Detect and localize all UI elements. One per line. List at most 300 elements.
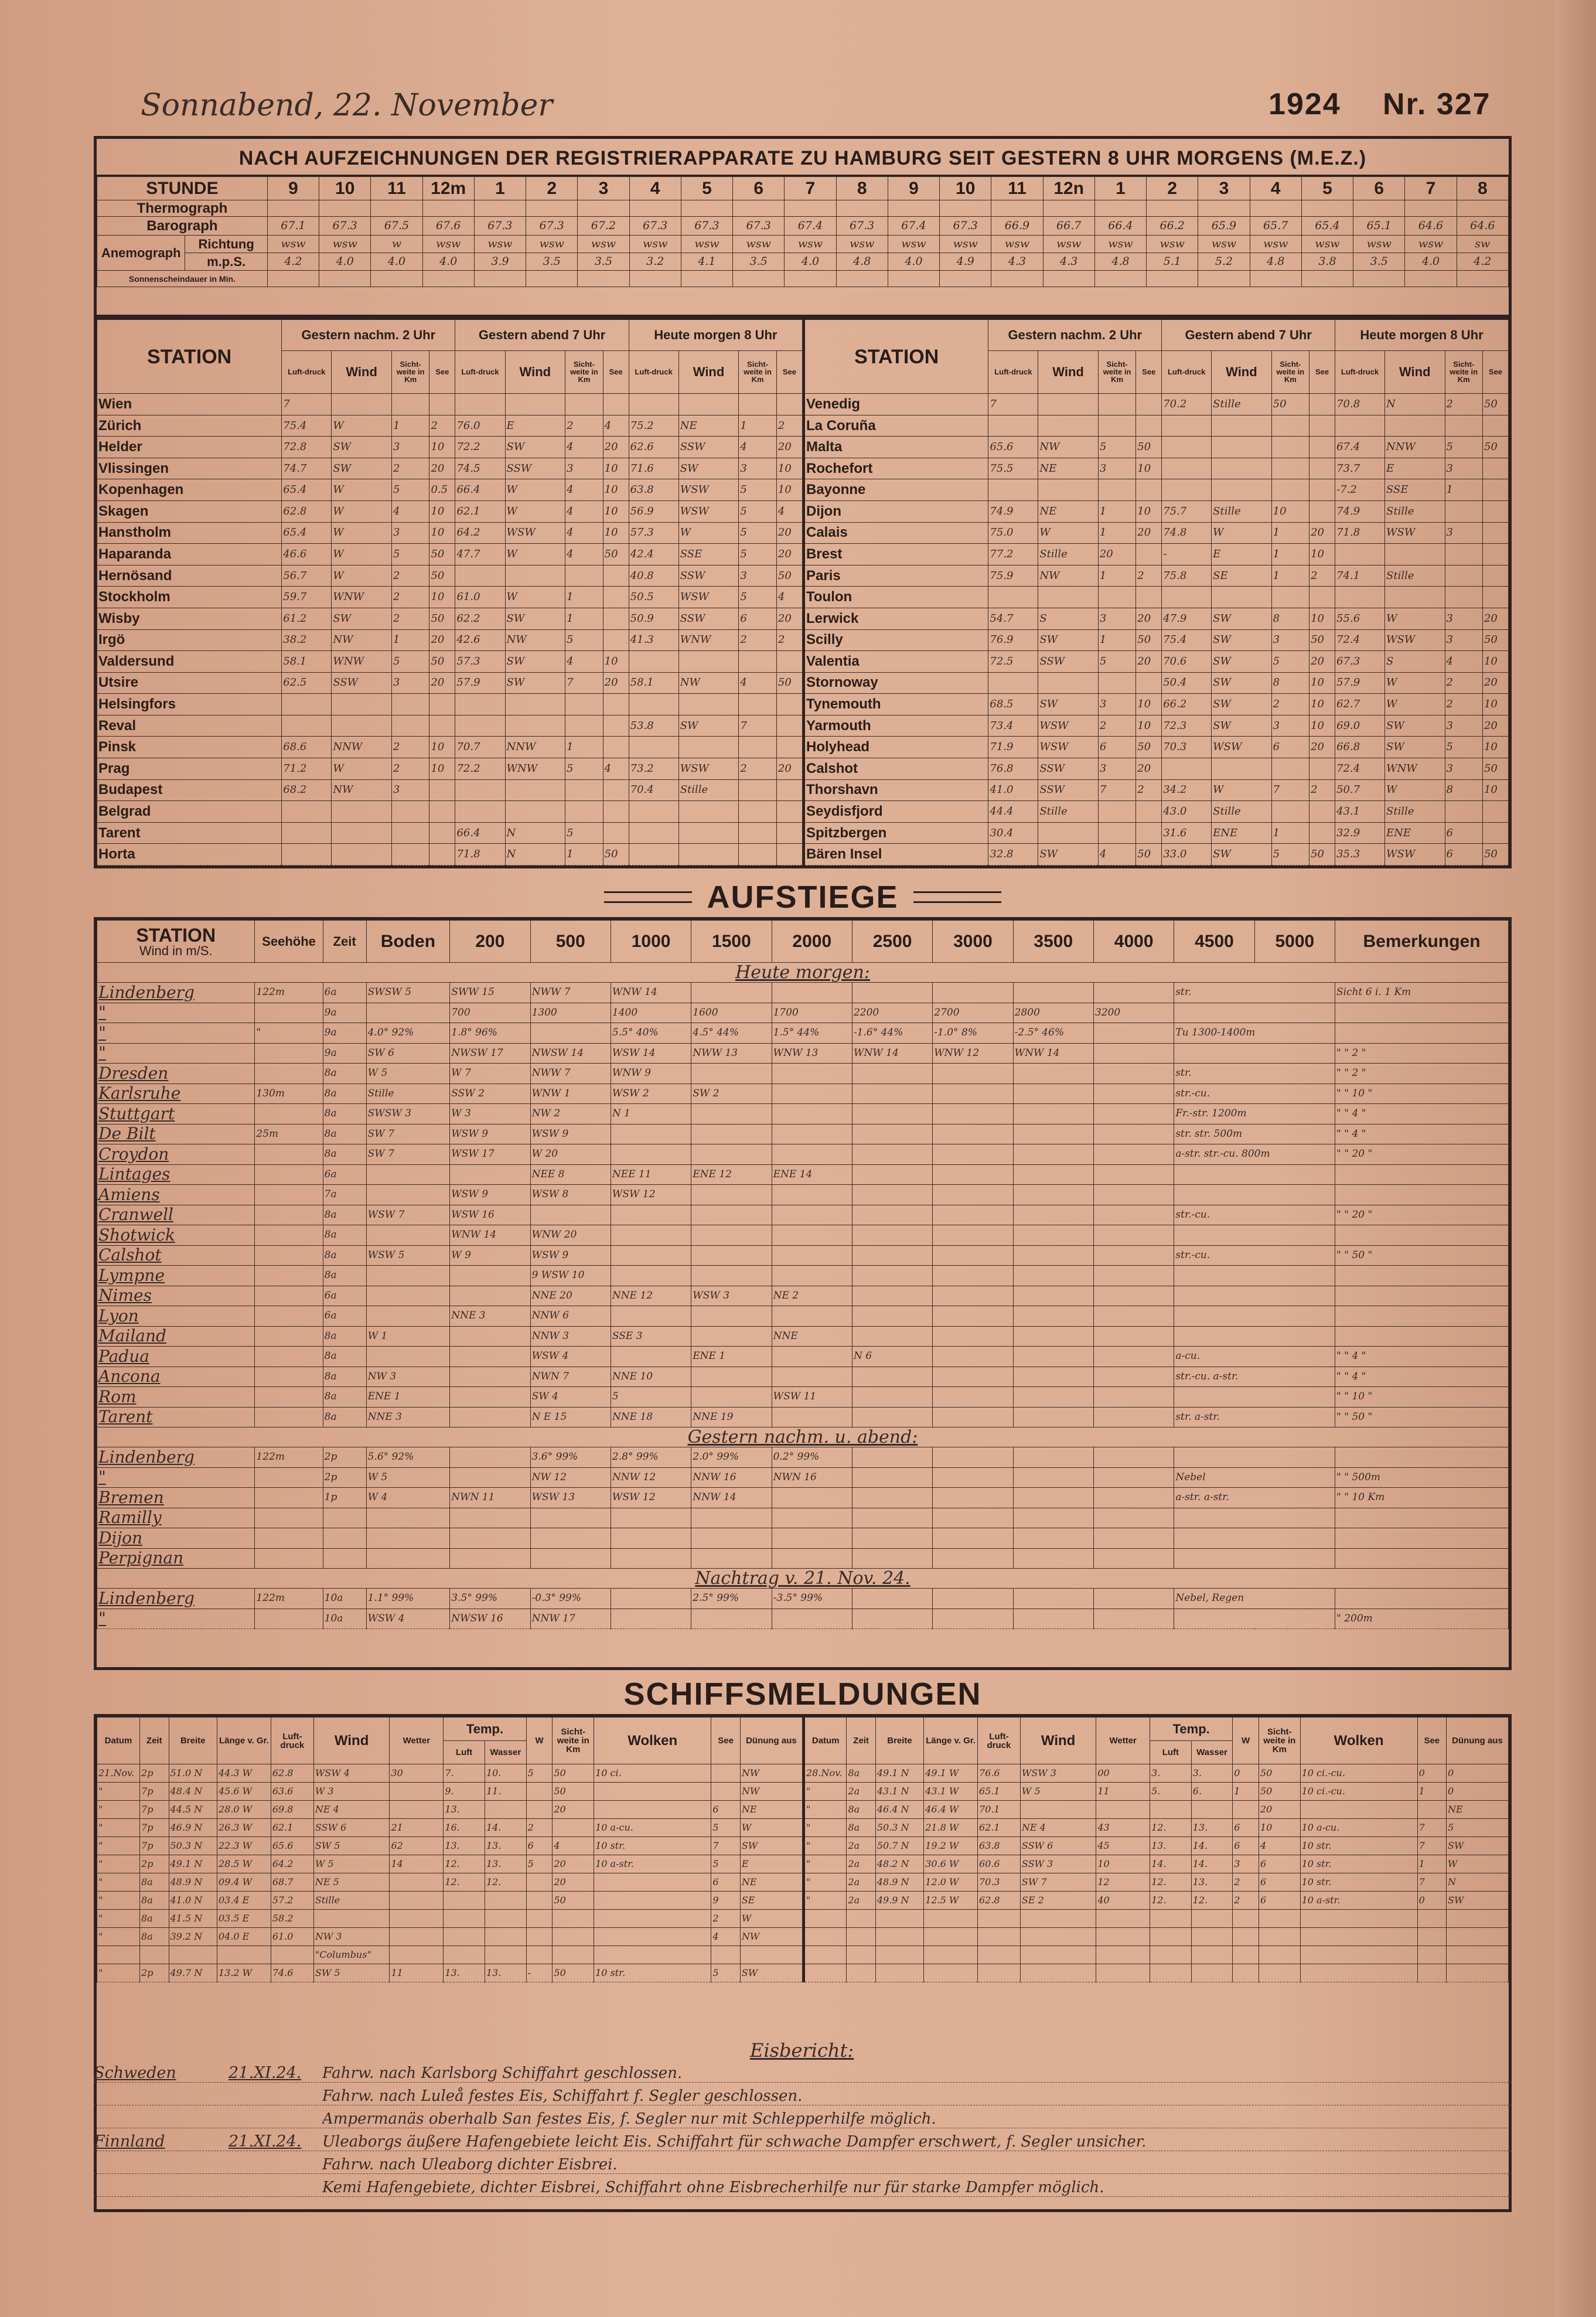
station-cell — [629, 694, 678, 715]
schiff-cell: NW 3 — [313, 1928, 390, 1946]
schiff-empty-cell — [1020, 1910, 1096, 1928]
aufstiege-station: Lindenberg — [97, 983, 255, 1003]
aufstiege-cell — [1013, 1266, 1093, 1286]
station-cell: 5 — [739, 544, 777, 565]
station-cell — [603, 715, 629, 737]
station-name: Scilly — [804, 629, 988, 651]
station-name: Stockholm — [97, 587, 282, 608]
station-cell: 75.9 — [988, 565, 1038, 587]
aufstiege-cell — [1013, 1347, 1093, 1367]
aufstiege-cell — [933, 1064, 1013, 1084]
aufstiege-cell — [1335, 1508, 1509, 1528]
station-cell — [332, 844, 392, 866]
schiff-cell — [594, 1910, 711, 1928]
aufstiege-cell — [772, 1144, 852, 1165]
schiff-cell: 14. — [1150, 1855, 1192, 1873]
schiff-empty-cell — [1233, 1928, 1259, 1946]
aufstiege-cell — [366, 1548, 450, 1569]
aufstiege-cell — [772, 1306, 852, 1327]
station-cell — [1335, 587, 1385, 608]
registrier-section — [94, 136, 1512, 318]
schiff-cell: 40 — [1096, 1892, 1150, 1910]
station-cell: 20 — [429, 629, 455, 651]
station-cell: 38.2 — [282, 629, 332, 651]
schiff-cell: 04.0 E — [217, 1928, 271, 1946]
station-cell: 7 — [739, 715, 777, 737]
station-cell: 8 — [1445, 779, 1482, 801]
schiff-cell: 21.8 W — [924, 1819, 978, 1837]
station-cell — [739, 779, 777, 801]
aufstiege-cell — [1013, 1164, 1093, 1185]
schiff-cell: 13. — [485, 1837, 526, 1855]
sub-header: Sicht-weite in Km — [739, 350, 777, 394]
station-cell: 5 — [739, 479, 777, 501]
station-cell: 7 — [565, 672, 603, 694]
station-cell: 35.3 — [1335, 844, 1385, 866]
station-cell — [1445, 587, 1482, 608]
aufstiege-cell: WSW 5 — [366, 1245, 450, 1266]
aufstiege-cell — [772, 1347, 852, 1367]
aufstiege-cell: 25m — [255, 1124, 323, 1144]
station-cell: 67.4 — [1335, 437, 1385, 458]
schiff-cell: 70.1 — [977, 1801, 1020, 1819]
hours-cell: 4 — [1250, 177, 1301, 200]
aufstiege-cell: 2p — [323, 1467, 366, 1488]
station-cell: NW — [332, 629, 392, 651]
aufstiege-cell — [1013, 1508, 1093, 1528]
aufstiege-cell: 8a — [323, 1104, 366, 1125]
aufstiege-cell — [772, 1083, 852, 1104]
schiff-cell: 12.5 W — [924, 1892, 978, 1910]
eis-row — [94, 2105, 1512, 2128]
station-cell: 4 — [565, 437, 603, 458]
sub-header: Sicht-weite in Km — [1445, 350, 1482, 394]
station-cell — [565, 694, 603, 715]
station-cell: 32.9 — [1335, 822, 1385, 844]
station-cell — [739, 844, 777, 866]
aufstiege-cell: 3200 — [1093, 1003, 1174, 1023]
station-cell: E — [1212, 544, 1272, 565]
schiff-empty-cell — [1417, 1928, 1446, 1946]
schiff-cell: 14. — [485, 1819, 526, 1837]
station-cell — [1098, 587, 1135, 608]
station-cell: SW — [1038, 629, 1099, 651]
station-cell: 72.2 — [455, 437, 505, 458]
eis-cell: 21.XI.24. — [229, 2064, 302, 2082]
aufstiege-cell — [1013, 1548, 1093, 1569]
aufstiege-cell: 8a — [323, 1144, 366, 1165]
richtung-cell: wsw — [836, 236, 888, 253]
aufstiege-cell: NE 2 — [772, 1286, 852, 1306]
schiff-cell: 76.6 — [977, 1764, 1020, 1783]
station-cell: SW — [505, 651, 565, 673]
richtung-cell: wsw — [629, 236, 681, 253]
aufstiege-cell: WNW 14 — [1013, 1043, 1093, 1064]
schiff-cell — [1417, 1801, 1446, 1819]
aufstiege-cell: WSW 12 — [611, 1185, 691, 1205]
aufstiege-station: Lindenberg — [97, 1589, 255, 1609]
hours-cell: 11 — [371, 177, 422, 200]
hours-cell: 10 — [319, 177, 371, 200]
schiff-header: Dünung aus — [740, 1718, 802, 1764]
aufstiege-cell: 6a — [323, 1286, 366, 1306]
aufstiege-cell — [255, 1508, 323, 1528]
station-cell — [1271, 458, 1309, 479]
barograph-cell: 66.2 — [1147, 217, 1198, 236]
station-cell: 74.9 — [1335, 501, 1385, 523]
schiff-cell: SSW 3 — [1020, 1855, 1096, 1873]
station-cell: 74.1 — [1335, 565, 1385, 587]
temp-wasser-header: Wasser — [485, 1741, 526, 1764]
station-cell: Stille — [1038, 801, 1099, 823]
aufstiege-cell: a-cu. — [1174, 1347, 1335, 1367]
station-cell: 50 — [1482, 437, 1508, 458]
barograph-cell: 67.4 — [888, 217, 939, 236]
station-cell: 1 — [1271, 565, 1309, 587]
schiff-cell: " — [97, 1783, 140, 1801]
schiff-cell: 46.4 W — [924, 1801, 978, 1819]
station-cell — [332, 394, 392, 415]
station-cell: 68.2 — [282, 779, 332, 801]
sub-header: Wind — [1385, 350, 1445, 394]
thermograph-cell — [1043, 200, 1094, 217]
sub-header: Sicht-weite in Km — [1271, 350, 1309, 394]
station-cell: 4 — [565, 522, 603, 544]
station-cell: 20 — [776, 758, 802, 779]
aufstiege-cell — [852, 1407, 932, 1427]
station-cell: 77.2 — [988, 544, 1038, 565]
schiff-cell: 7 — [1417, 1819, 1446, 1837]
mps-cell: 4.2 — [1457, 253, 1508, 271]
schiff-cell: 11 — [1096, 1783, 1150, 1801]
aufstiege-cell: " " 4 " — [1335, 1124, 1509, 1144]
station-name: Valdersund — [97, 651, 282, 673]
station-cell: 50 — [603, 844, 629, 866]
sonne-cell — [629, 271, 681, 287]
station-cell — [1271, 479, 1309, 501]
schiff-cell: 30.6 W — [924, 1855, 978, 1873]
station-cell: 1 — [1271, 544, 1309, 565]
station-cell — [565, 801, 603, 823]
station-cell: 4 — [776, 501, 802, 523]
schiff-cell: 8a — [847, 1819, 875, 1837]
station-cell — [678, 737, 739, 758]
schiff-cell: 0 — [1417, 1764, 1446, 1783]
schiff-empty-cell — [1417, 1964, 1446, 1982]
aufstiege-cell — [1013, 1447, 1093, 1468]
barograph-cell: 67.3 — [319, 217, 371, 236]
station-cell: 20 — [776, 608, 802, 629]
station-cell: 2 — [1445, 394, 1482, 415]
station-cell: SW — [332, 608, 392, 629]
station-cell — [391, 715, 429, 737]
station-cell: 62.6 — [629, 437, 678, 458]
aufstiege-header: 1000 — [611, 921, 691, 963]
aufstiege-cell: NEE 8 — [530, 1164, 611, 1185]
aufstiege-cell — [1335, 1306, 1509, 1327]
aufstiege-cell: NNW 12 — [611, 1467, 691, 1488]
aufstiege-cell — [1093, 1286, 1174, 1306]
mps-cell: 5.2 — [1198, 253, 1250, 271]
schiff-cell: 7 — [1417, 1873, 1446, 1892]
aufstiege-cell — [691, 1326, 772, 1347]
schiff-cell: 58.2 — [271, 1910, 313, 1928]
schiff-empty-cell — [804, 1964, 847, 1982]
aufstiege-cell — [1093, 1467, 1174, 1488]
schiff-empty-cell — [1020, 1964, 1096, 1982]
schiff-cell — [553, 1928, 594, 1946]
eis-cell: Schweden — [94, 2064, 176, 2082]
aufstiege-cell — [691, 1306, 772, 1327]
aufstiege-cell: WSW 13 — [530, 1488, 611, 1508]
station-cell: 50.9 — [629, 608, 678, 629]
aufstiege-cell — [1093, 1609, 1174, 1629]
richtung-cell: wsw — [733, 236, 785, 253]
aufstiege-cell: 2700 — [933, 1003, 1013, 1023]
station-cell: SSW — [332, 672, 392, 694]
aufstiege-cell: " " 2 " — [1335, 1043, 1509, 1064]
aufstiege-cell — [1174, 1306, 1335, 1327]
aufstiege-cell — [366, 1185, 450, 1205]
aufstiege-cell — [852, 1488, 932, 1508]
aufstiege-cell — [1093, 1083, 1174, 1104]
aufstiege-cell: NW 2 — [530, 1104, 611, 1125]
aufstiege-cell: Tu 1300-1400m — [1174, 1023, 1335, 1044]
aufstiege-cell — [1093, 1488, 1174, 1508]
decor-bars-right — [913, 891, 1001, 903]
sub-header: See — [1482, 350, 1508, 394]
schiff-cell: 28.5 W — [217, 1855, 271, 1873]
station-name: Wisby — [97, 608, 282, 629]
schiff-cell — [1150, 1801, 1192, 1819]
station-cell: 20 — [1136, 608, 1162, 629]
schiff-banner — [94, 1676, 1512, 1712]
station-cell: 2 — [1309, 779, 1335, 801]
aufstiege-cell — [772, 1548, 852, 1569]
schiff-cell: 3. — [1191, 1764, 1233, 1783]
station-cell: 66.4 — [455, 822, 505, 844]
station-cell: -7.2 — [1335, 479, 1385, 501]
station-cell: 50 — [429, 651, 455, 673]
schiff-header: Wetter — [1096, 1718, 1150, 1764]
schiff-cell: 11 — [390, 1964, 444, 1982]
barograph-cell: 67.6 — [422, 217, 474, 236]
aufstiege-cell — [450, 1266, 530, 1286]
schiff-cell: 8a — [847, 1801, 875, 1819]
aufstiege-cell — [852, 1124, 932, 1144]
station-cell: 54.7 — [988, 608, 1038, 629]
aufstiege-cell: NWN 7 — [530, 1367, 611, 1387]
station-name: Seydisfjord — [804, 801, 988, 823]
station-cell: 50 — [1482, 394, 1508, 415]
schiff-cell: 8a — [140, 1892, 169, 1910]
station-cell — [1445, 415, 1482, 437]
barograph-cell: 67.1 — [267, 217, 319, 236]
aufstiege-cell: 10a — [323, 1609, 366, 1629]
schiff-cell: 48.9 N — [169, 1873, 217, 1892]
schiff-cell: 63.6 — [271, 1783, 313, 1801]
aufstiege-cell — [450, 1467, 530, 1488]
schiff-empty-cell — [1417, 1946, 1446, 1964]
station-cell: WSW — [505, 522, 565, 544]
station-cell: 3 — [391, 672, 429, 694]
station-cell: 50.5 — [629, 587, 678, 608]
aufstiege-section — [94, 917, 1512, 1670]
station-cell — [1271, 437, 1309, 458]
station-cell: 62.2 — [455, 608, 505, 629]
issue-number: Nr. 327 — [1383, 87, 1491, 121]
group-header: Gestern abend 7 Uhr — [1162, 320, 1335, 351]
schiff-cell: 2a — [847, 1783, 875, 1801]
station-cell: 71.6 — [629, 458, 678, 479]
sonne-cell — [578, 271, 629, 287]
station-cell: WSW — [678, 479, 739, 501]
aufstiege-cell: WSW 7 — [366, 1205, 450, 1225]
schiff-cell: 10 — [1259, 1819, 1300, 1837]
station-name: Belgrad — [97, 801, 282, 823]
schiff-cell: " — [804, 1783, 847, 1801]
schiff-empty-cell — [1150, 1910, 1192, 1928]
aufstiege-cell: SW 6 — [366, 1043, 450, 1064]
aufstiege-cell — [611, 1124, 691, 1144]
aufstiege-cell: 8a — [323, 1407, 366, 1427]
aufstiege-cell — [323, 1528, 366, 1549]
schiff-cell: 12. — [1191, 1892, 1233, 1910]
aufstiege-cell — [366, 1225, 450, 1246]
station-cell: 50 — [603, 544, 629, 565]
schiff-cell: 49.1 N — [875, 1764, 923, 1783]
station-cell: 41.3 — [629, 629, 678, 651]
station-cell: 2 — [739, 758, 777, 779]
schiff-cell: " — [97, 1892, 140, 1910]
station-cell: 47.9 — [1162, 608, 1212, 629]
station-cell: 5 — [739, 501, 777, 523]
station-cell: 3 — [391, 522, 429, 544]
station-name: Utsire — [97, 672, 282, 694]
aufstiege-cell: NNE 10 — [611, 1367, 691, 1387]
station-name: Calais — [804, 522, 988, 544]
thermograph-cell — [1353, 200, 1405, 217]
station-cell: 10 — [1309, 694, 1335, 715]
aufstiege-cell: SWSW 3 — [366, 1104, 450, 1125]
station-cell — [429, 822, 455, 844]
schiff-cell: SSW 6 — [1020, 1837, 1096, 1855]
hours-cell: 12m — [422, 177, 474, 200]
aufstiege-cell — [1093, 1589, 1174, 1609]
schiff-cell: 20 — [1259, 1801, 1300, 1819]
station-cell: SSW — [1038, 779, 1099, 801]
schiff-cell: 00 — [1096, 1764, 1150, 1783]
station-cell — [1271, 587, 1309, 608]
schiff-empty-cell — [847, 1964, 875, 1982]
mps-cell: 3.8 — [1301, 253, 1353, 271]
station-cell: 34.2 — [1162, 779, 1212, 801]
schiff-cell: 09.4 W — [217, 1873, 271, 1892]
schiff-cell: 10 a-str. — [594, 1855, 711, 1873]
mps-cell: 3.9 — [474, 253, 526, 271]
schiff-cell: " — [97, 1801, 140, 1819]
station-cell: Stille — [1212, 801, 1272, 823]
aufstiege-cell — [933, 1286, 1013, 1306]
schiff-empty-cell — [1020, 1946, 1096, 1964]
barograph-cell: 67.3 — [526, 217, 578, 236]
mps-cell: 4.1 — [681, 253, 732, 271]
aufstiege-cell: 6a — [323, 983, 366, 1003]
station-cell — [1445, 501, 1482, 523]
schiff-cell: 45 — [1096, 1837, 1150, 1855]
station-cell: SW — [1212, 651, 1272, 673]
aufstiege-cell: NNE 3 — [450, 1306, 530, 1327]
station-cell — [678, 822, 739, 844]
station-cell — [1212, 479, 1272, 501]
aufstiege-cell: W 3 — [450, 1104, 530, 1125]
aufstiege-cell — [852, 983, 932, 1003]
station-name: Zürich — [97, 415, 282, 437]
aufstiege-cell: WSW 9 — [530, 1245, 611, 1266]
schiff-empty-cell — [1191, 1964, 1233, 1982]
aufstiege-banner — [94, 879, 1512, 915]
aufstiege-cell: a-str. a-str. — [1174, 1488, 1335, 1508]
schiff-header: Wind — [1020, 1718, 1096, 1764]
station-cell: 10 — [429, 587, 455, 608]
schiff-cell: 13. — [485, 1964, 526, 1982]
aufstiege-cell: WSW 9 — [530, 1124, 611, 1144]
hours-cell: 1 — [1094, 177, 1146, 200]
station-cell: SW — [678, 715, 739, 737]
station-name: Venedig — [804, 394, 988, 415]
aufstiege-station: Lintages — [97, 1164, 255, 1185]
station-name: Yarmouth — [804, 715, 988, 737]
schiff-cell: 21.Nov. — [97, 1764, 140, 1783]
sonne-cell — [785, 271, 836, 287]
station-cell: 20 — [1482, 715, 1508, 737]
station-cell — [776, 394, 802, 415]
station-cell: 10 — [1136, 694, 1162, 715]
station-cell: 20 — [1309, 651, 1335, 673]
station-cell: 3 — [1098, 608, 1135, 629]
schiff-cell: 6 — [711, 1801, 740, 1819]
schiff-cell — [526, 1801, 553, 1819]
station-name: Wien — [97, 394, 282, 415]
aufstiege-cell — [933, 1488, 1013, 1508]
thermograph-cell — [1198, 200, 1250, 217]
aufstiege-cell — [255, 1387, 323, 1408]
aufstiege-cell: 8a — [323, 1083, 366, 1104]
station-cell — [776, 651, 802, 673]
page-edge — [1555, 0, 1596, 2317]
aufstiege-cell — [933, 1245, 1013, 1266]
schiff-empty-cell — [1233, 1946, 1259, 1964]
station-cell: 75.8 — [1162, 565, 1212, 587]
schiff-cell: 7 — [1417, 1837, 1446, 1855]
thermograph-cell — [578, 200, 629, 217]
sonne-cell — [1405, 271, 1457, 287]
station-cell: 76.0 — [455, 415, 505, 437]
aufstiege-cell — [255, 1064, 323, 1084]
station-cell: SSW — [505, 458, 565, 479]
aufstiege-cell — [852, 1326, 932, 1347]
station-cell: SW — [332, 458, 392, 479]
schiff-header: Dünung aus — [1447, 1718, 1509, 1764]
aufstiege-cell: 130m — [255, 1083, 323, 1104]
station-cell: 7 — [282, 394, 332, 415]
schiff-cell — [594, 1801, 711, 1819]
station-cell: 64.2 — [455, 522, 505, 544]
station-cell — [1136, 672, 1162, 694]
aufstiege-cell: 1.8° 96% — [450, 1023, 530, 1044]
schiff-cell: 43.1 W — [924, 1783, 978, 1801]
aufstiege-cell — [1013, 1367, 1093, 1387]
